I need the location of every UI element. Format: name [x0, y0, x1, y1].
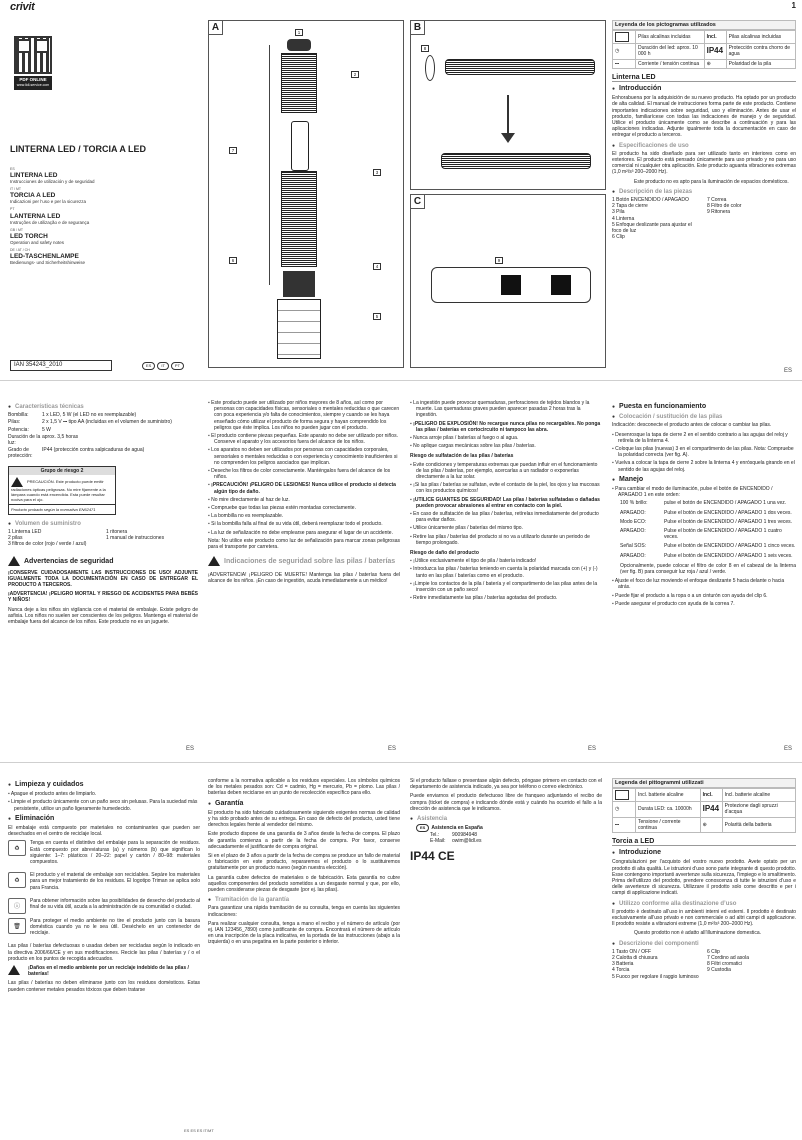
- legend-cell: Tensione / corrente continua: [636, 817, 701, 832]
- spec-label: Duración de la luz:: [8, 433, 41, 447]
- operation-heading: ● Puesta en funcionamiento: [612, 404, 796, 410]
- leak-bullet: ▪ ¡Si las pilas / baterías se sulfatan, evite el contacto de la piel, los ojos y las mucosas con los productos químicos!: [410, 482, 602, 494]
- figure-a: [208, 20, 404, 368]
- es-intro-column: [612, 20, 796, 370]
- clock-icon: ◷: [615, 48, 620, 55]
- incl-label: Incl.: [702, 792, 713, 799]
- warranty-column: [208, 778, 400, 1124]
- callout-5: 5: [373, 313, 381, 320]
- mode-desc: Pulse el botón de ENCENDIDO / APAGADO 1 seis veces.: [664, 552, 793, 559]
- spec-label: Pilas:: [8, 419, 21, 426]
- operation-column: [612, 400, 796, 750]
- service-heading: ● Asistencia: [410, 816, 602, 822]
- parts-list: [612, 197, 796, 240]
- torch-neck-icon: [283, 271, 315, 297]
- legend-table: [612, 788, 796, 833]
- battery-insert-note: Indicación: desconecte el producto antes de colocar o cambiar las pilas.: [612, 422, 772, 429]
- warranty-text: Si en el plazo de 3 años a partir de la fecha de compra se produce un fallo de material o fabricación en este producto, repararemos el producto o lo sustituiremos gratuitamente por un producto nuevo (según nuestra elección).: [208, 853, 400, 872]
- lang-title: LANTERNA LED: [10, 212, 61, 220]
- color-filter-icon: [425, 55, 435, 81]
- warning-icon: [8, 965, 20, 975]
- use-note: Questo prodotto non è adatto all’illuminazione domestica.: [634, 930, 762, 937]
- supply-item: 2 pilas: [8, 535, 23, 542]
- handling-step: ▪ Ajuste el foco de luz moviendo el enfoque deslizante 5 hacia delante o hacia atrás.: [612, 578, 796, 590]
- callout-8: 8: [421, 45, 429, 52]
- damage-heading: Riesgo de daño del producto: [410, 550, 479, 557]
- legend-cell: Pilas alcalinas incluidas: [636, 31, 705, 44]
- spec-label: Potencia:: [8, 426, 29, 433]
- callout-7: 7: [229, 147, 237, 154]
- cleaning-item: ▪ Apague el producto antes de limpiarlo.: [8, 791, 200, 797]
- battery-bullet: ▪ Nunca arroje pilas / baterías al fuego o al agua.: [410, 435, 602, 441]
- supply-item: 1 ritonera: [106, 529, 128, 536]
- mode-label: APAGADO:: [620, 509, 646, 516]
- mode-desc: Pulse el botón de ENCENDIDO / APAGADO 1 dos veces.: [664, 509, 792, 516]
- torch-cap-icon: [287, 39, 311, 51]
- disposal-heading: ● Eliminación: [8, 816, 200, 822]
- specs-column: [8, 400, 198, 750]
- part-item: 4 Torcia: [612, 967, 630, 974]
- brand-logo: crivit: [10, 1, 35, 13]
- recycle-code-icon: ♻: [8, 840, 26, 856]
- tel-label: Tel.:: [430, 832, 440, 839]
- figure-b-label: B: [411, 21, 425, 35]
- qr-code-icon[interactable]: [14, 36, 52, 74]
- mode-desc: Pulse el botón de ENCENDIDO / APAGADO 1 cuatro veces.: [664, 528, 782, 541]
- use-heading: ● Utilizzo conforme alla destinazione d’uso: [612, 901, 796, 907]
- callout-6: 6: [229, 257, 237, 264]
- lang-de: [10, 247, 200, 265]
- handling-intro: ▪ Para cambiar el modo de iluminación, pulse el botón de ENCENDIDO / APAGADO 1 en este orden:: [612, 486, 796, 498]
- page-footer: ES: [186, 746, 195, 752]
- incl-label: Incl.: [706, 34, 717, 41]
- page-footer: ES: [784, 746, 793, 752]
- warning-icon: [11, 477, 23, 487]
- service-email[interactable]: owim@lidl.es: [452, 838, 482, 845]
- service-text: Puede enviarnos el producto defectuoso libre de franqueo adjuntando el recibo de compra (ticket de compra) e indicando dónde está y cuándo ha ocurrido el fallo a la dirección de asistencia que le indicamos.: [410, 793, 602, 812]
- specs-heading: ● Características técnicas: [8, 404, 198, 410]
- spec-value: 1 x LED, 5 W (el LED no es reemplazable): [42, 412, 137, 419]
- figure-b: [410, 20, 606, 190]
- mode-desc: pulse el botón de ENCENDIDO / APAGADO 1 una vez.: [664, 500, 787, 507]
- use-text: El producto ha sido diseñado para ser utilizado tanto en interiores como en exteriores. El producto está pensado únicamente para uso privado y no para uso comercial ni cualquier otra aplicación. Este producto aguanta vibraciones extremas (1,0 m²/s³ 200–2000 Hz).: [612, 150, 796, 176]
- lang-gb: [10, 227, 200, 245]
- parts-heading: ● Descripción de las piezas: [612, 189, 796, 195]
- page-number: 1: [791, 1, 796, 10]
- torch-side-icon: [445, 59, 595, 75]
- lang-sub: Bedienungs- und Sicherheitshinweise: [10, 260, 86, 266]
- supply-heading: ● Volumen de suministro: [8, 521, 198, 527]
- battery-column: [410, 400, 602, 750]
- callout-4: 4: [373, 263, 381, 270]
- mode-desc: Pulse el botón de ENCENDIDO / APAGADO 1 cinco veces.: [664, 543, 796, 550]
- part-item: 5 Enfoque deslizante para ajustar el foco de luz: [612, 221, 692, 235]
- cleaning-heading: ● Limpieza y cuidados: [8, 782, 200, 788]
- warranty-process-text: Para realizar cualquier consulta, tenga a mano el recibo y el número de artículo (por ej. IAN 123456_7890) como justificante de compra. Encontrará el número de artículo en una inscripción de la placa indicativa, en la portada de las instrucciones (abajo a la izquierda) o en una pegatina en la parte posterior o inferior.: [208, 920, 400, 946]
- dc-icon: ⎓: [615, 60, 619, 67]
- modes-table: [620, 500, 796, 558]
- safety-bullet: ▪ El producto contiene piezas pequeñas. Este aparato no debe ser utilizado por niños. Conserve el aparato y los accesorios fuera del alcance de los niños.: [208, 433, 400, 445]
- battery-bullet: ▪ ¡PELIGRO DE EXPLOSIÓN! No recargue nunca pilas no recargables. No ponga las pilas / baterías en cortocircuito ni tampoco las abra.: [410, 421, 602, 433]
- safety-heading: Advertencias de seguridad: [24, 557, 114, 565]
- lang-code: ES: [10, 167, 15, 171]
- supply-list: [8, 529, 198, 548]
- specs-table: [8, 412, 198, 459]
- callout-3: 3: [373, 169, 381, 176]
- cover-title: LINTERNA LED / TORCIA A LED: [10, 144, 146, 154]
- legend-cell: Corriente / tensión continua: [636, 59, 705, 68]
- warranty-process-heading: ● Tramitación de la garantía: [208, 897, 400, 903]
- section-heading: Linterna LED: [612, 75, 796, 82]
- figure-c: [410, 194, 606, 368]
- supply-item: 1 manual de instrucciones: [106, 535, 165, 542]
- cover-column: [0, 0, 200, 378]
- callout-1: 1: [295, 29, 303, 36]
- safety-bullet: ▪ Compruebe que todas las piezas estén montadas correctamente.: [208, 505, 400, 511]
- risk-group-box: [8, 466, 116, 515]
- intro-heading: ● Introduzione: [612, 850, 796, 856]
- clock-icon: ◷: [615, 806, 620, 813]
- callout-9: 9: [495, 257, 503, 264]
- legend-cell: Protezione dagli spruzzi d’acqua: [722, 802, 795, 817]
- leak-bullet: ▪ Utilice únicamente pilas / baterías del mismo tipo.: [410, 525, 602, 531]
- battery-incl-icon: [615, 32, 629, 42]
- part-item: 7 Correa: [707, 197, 727, 204]
- mode-label: Señal SOS:: [620, 543, 647, 550]
- legend-title: Legenda dei pittogrammi utilizzati: [612, 778, 796, 788]
- mode-desc: Pulse el botón de ENCENDIDO / APAGADO 1 tres veces.: [664, 518, 793, 525]
- page-row-1: [0, 0, 802, 378]
- handling-step: Opcionalmente, puede colocar el filtro de color 8 en el cabezal de la linterna (ver fig. B) para conseguir luz roja / azul / verde.: [620, 562, 796, 576]
- lang-sub: Indicazioni per l’uso e per la sicurezza: [10, 199, 87, 205]
- handling-step: ▪ Puede asegurar el producto con ayuda de la correa 7.: [612, 601, 796, 607]
- part-item: 9 Ritonera: [707, 209, 731, 216]
- divider: [0, 762, 802, 763]
- environment-warning-text: Las pilas / baterías no deben eliminarse junto con los residuos domésticos. Estas pueden contener metales pesados tóxicos que deben tratarse: [8, 980, 200, 993]
- lang-code: IT / MT: [10, 187, 22, 192]
- strap-icon: [269, 45, 270, 285]
- ip44-ce-marks: IP44 CE: [410, 848, 455, 863]
- lang-code: PT: [10, 207, 15, 212]
- safety-bullet: ▪ No mire directamente al haz de luz.: [208, 497, 400, 503]
- lang-pt: [10, 206, 200, 224]
- safety-bullet: ▪ Deseche los filtros de color correctamente. Manténgalos fuera del alcance de los niños.: [208, 468, 400, 480]
- leak-heading: Riesgo de sulfatación de las pilas / baterías: [410, 453, 514, 460]
- battery-step: ▪ Desenrosque la tapa de cierre 2 en el sentido contrario a las agujas del reloj y retírela de la linterna 4.: [612, 432, 796, 444]
- legend-title: Leyenda de los pictogramas utilizados: [612, 20, 796, 30]
- lang-badges: [142, 362, 186, 370]
- divider: [0, 380, 802, 381]
- environment-warning-title: ¡Daños en el medio ambiente por un reciclaje indebido de las pilas / baterías!: [28, 965, 189, 978]
- leak-bullet: ▪ En caso de sulfatación de las pilas / baterías, retírelas inmediatamente del producto para evitar daños.: [410, 511, 602, 523]
- lang-title: TORCIA A LED: [10, 192, 56, 200]
- mode-label: Modo ECO:: [620, 518, 647, 525]
- safety-bullet: ▪ La bombilla no es reemplazable.: [208, 513, 400, 519]
- legend-cell: Duración del led: aprox. 10 000 h: [636, 44, 705, 59]
- disposal-icon-text: Para obtener información sobre las posibilidades de desecho del producto al final de su vida útil, acuda a la administración de su comunidad o ciudad.: [30, 897, 200, 911]
- triman-icon: ♻: [8, 872, 26, 888]
- warning-icon: [8, 556, 20, 566]
- legend-cell: Durata LED: ca. 10000h: [636, 802, 701, 817]
- part-item: 3 Batteria: [612, 961, 634, 968]
- pouch-strap-icon: [501, 275, 521, 295]
- warranty-text: Este producto dispone de una garantía de 3 años desde la fecha de compra. El plazo de garantía comienza a partir de la fecha de compra. Por favor, conserve adecuadamente el justificante de compra original.: [208, 831, 400, 850]
- supply-item: 3 filtros de color (rojo / verde / azul): [8, 541, 87, 548]
- legend-table: [612, 30, 796, 69]
- part-item: 8 Filtri cromatici: [707, 961, 743, 968]
- torch-head-icon: [277, 299, 321, 359]
- use-heading: ● Especificaciones de uso: [612, 143, 796, 149]
- cleaning-column: [8, 778, 200, 1124]
- lang-sub: Instruções de utilização e de segurança: [10, 219, 90, 225]
- part-item: 4 Linterna: [612, 215, 635, 222]
- part-item: 9 Custodia: [707, 967, 731, 974]
- info-icon: ⓘ: [8, 898, 26, 914]
- lang-es: [10, 166, 200, 184]
- warranty-text: El producto ha sido fabricado cuidadosamente siguiendo exigentes normas de calidad y ha sido probado antes de su entrega. En caso de defecto del producto, usted tiene derechos legales frente al vendedor del mismo.: [208, 809, 400, 829]
- danger-text: Nunca deje a los niños sin vigilancia con el material de embalaje. Existe peligro de asfixia. Los niños no suelen ser conscientes de los peligros. Mantenga el material de embalaje fuera del alcance de los niños. Este producto no es un juguete.: [8, 606, 198, 626]
- badge-it: IT: [157, 362, 169, 370]
- badge-pt: PT: [171, 362, 184, 370]
- spec-label: Grado de protección:: [8, 447, 33, 460]
- callout-2: 2: [351, 71, 359, 78]
- polarity-icon: ⊕: [702, 821, 707, 828]
- lang-it: [10, 186, 200, 204]
- page-footer: ES: [388, 746, 397, 752]
- legend-cell: Pilas alcalinas incluidas: [726, 31, 795, 44]
- service-country: Asistencia en España: [431, 825, 483, 832]
- warning-icon: [208, 556, 220, 566]
- risk-group-title: Grupo de riesgo 2: [9, 467, 115, 475]
- crossed-bin-icon: 🗑: [8, 918, 26, 934]
- email-label: E-Mail:: [430, 838, 446, 845]
- handling-step: ▪ Puede fijar el producto a la ropa o a un cinturón con ayuda del clip 6.: [612, 593, 796, 599]
- safety-bullet: ▪ Los aparatos no deben ser utilizados por personas con capacidades corporales, sensoriales o mentales reducidas o con experiencia y conocimiento insuficientes si no comprenden los peligros asociados que implican.: [208, 447, 400, 466]
- polarity-icon: ⊕: [706, 60, 711, 67]
- pdf-online-url[interactable]: www.lidl-service.com: [16, 83, 50, 87]
- it-intro-column: [612, 778, 796, 1130]
- battery-insert-heading: ● Colocación / sustitución de las pilas: [612, 414, 796, 420]
- page-footer: ES: [588, 746, 597, 752]
- legend-cell: Incl. batterie alcaline: [636, 789, 701, 802]
- spec-value: aprox. 3,5 horas: [42, 433, 79, 440]
- leak-bullet: ▪ Retire las pilas / baterías del producto si no va a utilizarlo durante un periodo de tiempo prolongado.: [410, 534, 602, 546]
- warranty-heading: ● Garantía: [208, 801, 400, 807]
- safety-bullet: ▪ La luz de señalización no debe emplearse para asegurar el lugar de un accidente.: [208, 530, 400, 536]
- legend-cell: Polaridad de la pila: [726, 59, 795, 68]
- risk-group-text: PRECAUCIÓN. Este producto puede emitir radiaciones ópticas peligrosas. No mire fijamente a la lámpara cuando está encendida. Esta puede resultar nociva para el ojo.: [11, 478, 106, 502]
- damage-bullet: ▪ ¡Utilice exclusivamente el tipo de pila / batería indicado!: [410, 558, 602, 564]
- arrow-down-icon: [507, 95, 509, 135]
- risk-group-norm: Producto probado según la normativa EN62471: [9, 504, 115, 514]
- page-footer: ES: [784, 368, 793, 374]
- handling-heading: ● Manejo: [612, 477, 796, 483]
- pdf-online-badge[interactable]: [14, 76, 52, 90]
- supply-item: 1 Linterna LED: [8, 529, 42, 536]
- badge-es: ES: [416, 824, 429, 832]
- lang-sub: Instrucciones de utilización y de seguridad: [10, 179, 95, 185]
- damage-bullet: ▪ Introduzca las pilas / baterías teniendo en cuenta la polaridad marcada con (+) y (-) tanto en las pilas / baterías como en el producto.: [410, 566, 602, 578]
- page-row-2: [0, 386, 802, 758]
- parts-list: [612, 949, 796, 980]
- part-item: 1 Tasto ON / OFF: [612, 948, 652, 955]
- disposal-cont-text: conforme a la normativa aplicable a los residuos especiales. Los símbolos químicos de los metales pesados son: Cd = cadmio, Hg = mercurio, Pb = plomo. Las pilas / baterías deben reciclarse en un punto de recolección específico para ello.: [208, 778, 400, 797]
- ip44-icon: IP44: [702, 803, 720, 813]
- use-note: Este producto no es apto para la iluminación de espacios domésticos.: [634, 178, 789, 185]
- safety-note: Nota: No utilice este producto como luz de señalización para marcar zonas peligrosas para el transporte por carretera.: [208, 537, 400, 551]
- intro-text: Congratulazioni per l’acquisto del vostro nuovo prodotto. Avete optato per un prodotto di alta qualità. Le istruzioni d’uso sono parte integrante di questo prodotto. Esse contengono importanti avvertenze sulla sicurezza, l’impiego e lo smaltimento. Prima dell’utilizzo del prodotto, prendere conoscenza di tutte le istruzioni d’uso e delle avvertenze di sicurezza. Utilizzare il prodotto solo come descritto e per i campi di applicazione indicati.: [612, 859, 796, 897]
- lang-title: LED-TASCHENLAMPE: [10, 253, 79, 261]
- battery-step: ▪ Coloque las pilas (nuevas) 3 en el compartimento de las pilas. Nota: Compruebe la polaridad correcta (ver fig. A).: [612, 446, 796, 458]
- battery-icon: [291, 121, 309, 171]
- lang-code: GB / MT: [10, 227, 24, 232]
- section-heading: Torcia a LED: [612, 839, 796, 846]
- leak-bullet: ▪ Evite condiciones y temperaturas extremas que puedan influir en el funcionamiento de las pilas / baterías, por ejemplo, acercarlas a un radiador o exponerlas directamente a la luz solar.: [410, 462, 602, 481]
- damage-bullet: ▪ ¡Limpie los contactos de la pila / batería y el compartimento de las pilas antes de la inserción con un paño seco!: [410, 581, 602, 593]
- torch-body-icon: [281, 171, 317, 267]
- part-item: 2 Calotta di chiusura: [612, 955, 658, 962]
- part-item: 8 Filtro de color: [707, 203, 742, 210]
- intro-heading: ● Introducción: [612, 86, 796, 92]
- ip44-icon: IP44: [706, 45, 724, 55]
- leak-bullet: ▪ ¡UTILICE GUANTES DE SEGURIDAD! Las pilas / baterías sulfatadas o dañadas pueden provocar abrasiones al entrar en contacto con la piel.: [410, 497, 602, 509]
- figure-a-label: A: [209, 21, 223, 35]
- language-list: [10, 166, 200, 267]
- mode-label: 100 % brillo:: [620, 500, 648, 507]
- spec-value: 5 W: [42, 426, 51, 433]
- pdf-online-label: PDF ONLINE: [19, 77, 47, 82]
- damage-bullet: ▪ Retire inmediatamente las pilas / baterías agotadas del producto.: [410, 595, 602, 601]
- safety-bullet: ▪ ¡PRECAUCIÓN! ¡PELIGRO DE LESIONES! Nunca utilice el producto si detecta algún tipo de daño.: [208, 482, 400, 494]
- mode-label: APAGADO:: [620, 528, 646, 535]
- legend-cell: Protección contra chorro de agua: [726, 44, 795, 59]
- danger-title: ¡ADVERTENCIA! ¡PELIGRO MORTAL Y RIESGO DE ACCIDENTES PARA BEBÉS Y NIÑOS!: [8, 591, 198, 604]
- service-text: Si el producto fallase o presentase algún defecto, póngase primero en contacto con el departamento de asistencia indicado, ya sea por teléfono o correo electrónico.: [410, 778, 602, 791]
- warranty-process-text: Para garantizar una rápida tramitación de su consulta, tenga en cuenta las siguientes indicaciones:: [208, 905, 400, 918]
- battery-step: ▪ Vuelva a colocar la tapa de cierre 2 sobre la linterna 4 y enrósquela girando en el sentido de las agujas del reloj.: [612, 460, 796, 472]
- part-item: 6 Clip: [612, 234, 625, 241]
- lang-code: DE / AT / CH: [10, 247, 30, 252]
- dc-icon: ⎓: [615, 821, 619, 828]
- intro-text: Enhorabuena por la adquisición de su nuevo producto. Ha optado por un producto de alta calidad. El manual de instrucciones forma parte de este producto. Contiene importantes indicaciones sobre seguridad, uso y eliminación. Antes de usar el producto, familiarícese con todas las indicaciones de manejo y de seguridad. Utilice el producto únicamente como se describe a continuación y para las aplicaciones indicadas. Adjunte igualmente toda la documentación en caso de entregar el producto a terceros.: [612, 95, 796, 139]
- battery-disposal-text: Las pilas / baterías defectuosas o usadas deben ser recicladas según lo indicado en la directiva 2006/66/CE y en sus modificaciones. Recicle las pilas / baterías y / o el producto en los puntos de recogida adecuados.: [8, 943, 200, 962]
- ian-number: IAN 354243_2010: [10, 360, 112, 371]
- service-column: [410, 778, 602, 1124]
- part-item: 5 Fuoco per regolare il raggio luminoso: [612, 973, 699, 980]
- disposal-text: El embalaje está compuesto por materiales no contaminantes que pueden ser desechados en el centro de reciclaje local.: [8, 825, 200, 838]
- page-footer: ES ES ES IT/MT: [184, 1128, 214, 1133]
- safety-intro: ¡CONSERVE CUIDADOSAMENTE LAS INSTRUCCIONES DE USO! ADJUNTE IGUALMENTE TODA LA DOCUMENTACIÓN EN CASO DE ENTREGAR EL PRODUCTO A TERCEROS.: [8, 569, 198, 589]
- part-item: 3 Pila: [612, 209, 625, 216]
- safety-column: [208, 400, 400, 750]
- spec-label: Bombilla:: [8, 412, 29, 419]
- safety-bullet: ▪ Si la bombilla falla al final de su vida útil, deberá reemplazar todo el producto.: [208, 521, 400, 527]
- spec-value: 2 x 1,5 V ⎓ tipo AA (incluidas en el volumen de suministro): [42, 419, 172, 426]
- lang-sub: Operation and safety notes: [10, 239, 65, 245]
- pouch-strap-icon: [551, 275, 571, 295]
- battery-safety-heading: Indicaciones de seguridad sobre las pilas / baterías: [224, 558, 396, 566]
- mode-label: APAGADO:: [620, 552, 646, 559]
- torch-side-icon: [441, 153, 591, 169]
- part-item: 6 Clip: [707, 948, 720, 955]
- lang-title: LED TORCH: [10, 232, 48, 240]
- disposal-icon-text: El producto y el material de embalaje son reciclables. Sepáre los materiales para un mejor tratamiento de los residuos. El logotipo Triman se aplica solo para Francia.: [30, 872, 200, 891]
- arrow-head-icon: [501, 133, 515, 143]
- part-item: 7 Cordino ad asola: [707, 955, 749, 962]
- legend-cell: Polarità della batteria: [722, 817, 795, 832]
- use-text: Il prodotto è destinato all’uso in ambienti interni ed esterni. Il prodotto è destinato esclusivamente all’uso privato e non commerciale o ad altri campi di applicazione. Il prodotto resiste a vibrazioni estreme (1,0 m²/s³ 200–2000 Hz).: [612, 908, 796, 928]
- lang-title: LINTERNA LED: [10, 172, 58, 180]
- battery-bullet: ▪ La ingestión puede provocar quemaduras, perforaciones de tejidos blandos y la muerte. Las quemaduras graves pueden aparecer pasadas 2 horas tras la ingestión.: [410, 400, 602, 419]
- service-phone[interactable]: 900984948: [452, 832, 478, 839]
- safety-bullet: ▪ Este producto puede ser utilizado por niños mayores de 8 años, así como por personas con capacidades físicas, sensoriales o mentales reducidas o que carecen con poca experiencia y/o falta de conocimientos, siempre y cuando se les haya enseñado cómo utilizar el producto de forma segura y hayan comprendido los peligros que éste implica. Los niños no pueden jugar con el producto.: [208, 400, 400, 431]
- page-row-3: [0, 770, 802, 1140]
- torch-grip-icon: [281, 53, 317, 113]
- legend-cell: Incl. batterie alcaline: [722, 789, 795, 802]
- battery-bullet: ▪ No aplique cargas mecánicas sobre las pilas / baterías.: [410, 443, 602, 449]
- part-item: 1 Botón ENCENDIDO / APAGADO: [612, 197, 689, 204]
- part-item: 2 Tapa de cierre: [612, 203, 648, 210]
- cleaning-item: ▪ Limpie el producto únicamente con un paño seco sin pelusas. Para la suciedad más persistente, utilice un paño ligeramente humedecido.: [8, 799, 200, 811]
- warranty-text: La garantía cubre defectos de materiales o de fabricación. Esta garantía no cubre aquellos componentes del producto sometidos a un desgaste normal y que, por ello, pueden considerarse piezas de desgaste (por ej. las pilas).: [208, 874, 400, 894]
- badge-es: ES: [142, 362, 155, 370]
- figure-c-label: C: [411, 195, 425, 209]
- disposal-icon-text: Tenga en cuenta el distintivo del embalaje para la separación de residuos. Está compuesto por abreviaturas (a) y números (b) que significan lo siguiente: 1–7: plásticos / 20–22: papel y cartón / 80–98: materiales compuestos.: [30, 840, 200, 866]
- battery-warning: ¡ADVERTENCIA! ¡PELIGRO DE MUERTE! Mantenga las pilas / baterías fuera del alcance de los niños. ¡En caso de ingestión, acuda inmediatamente a un médico!: [208, 572, 400, 585]
- disposal-icon-text: Para proteger el medio ambiente no tire el producto junto con la basura doméstica cuando ya no le sea útil. Deséchelo en un contenedor de reciclaje.: [30, 917, 200, 937]
- battery-incl-icon: [615, 790, 629, 800]
- spec-value: IP44 (protección contra salpicaduras de agua): [42, 447, 145, 454]
- parts-heading: ● Descrizione dei componenti: [612, 941, 796, 947]
